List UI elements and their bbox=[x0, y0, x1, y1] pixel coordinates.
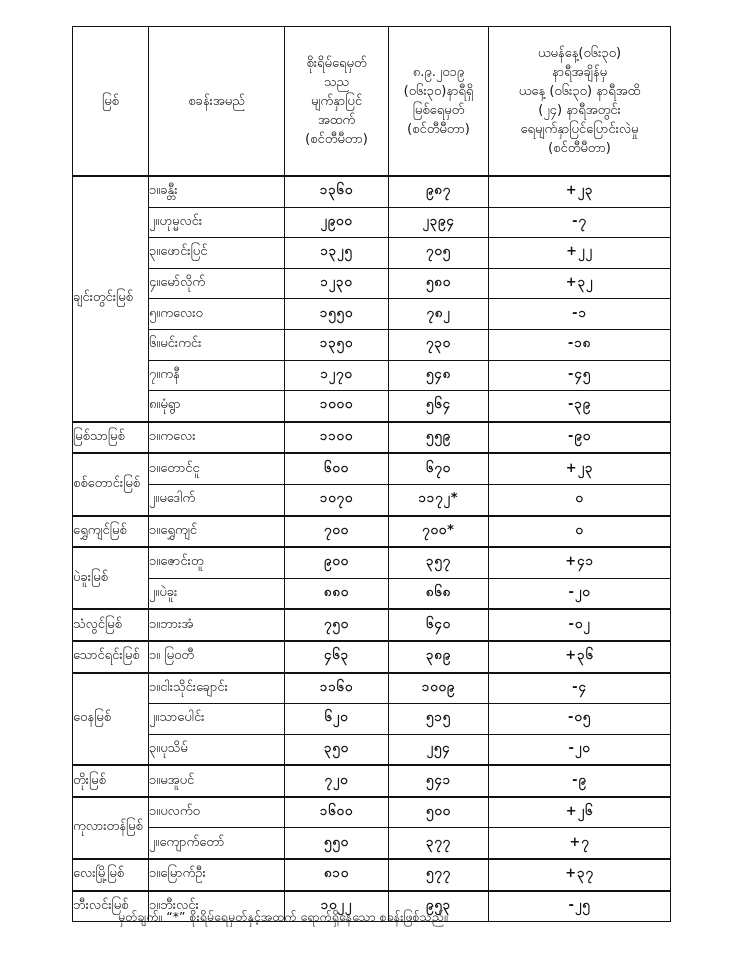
header-current-level: ၈.၉.၂၀၁၉ (၀၆း၃၀)နာရီရှိ မြစ်ရေမှတ် (စင်တီမီတာ) bbox=[389, 27, 489, 177]
danger-level: ၁၀၂၂ bbox=[285, 891, 389, 922]
water-level: ၆၄၀ bbox=[389, 609, 489, 641]
level-change: +၂၃ bbox=[489, 453, 671, 484]
station-name: ၁။ပလက်ဝ bbox=[149, 797, 285, 828]
level-change: +၃၂ bbox=[489, 268, 671, 299]
danger-level: ၆၂၀ bbox=[285, 704, 389, 735]
danger-level: ၁၃၂၅ bbox=[285, 238, 389, 269]
danger-level: ၇၀၀ bbox=[285, 516, 389, 548]
level-change: +၂၆ bbox=[489, 797, 671, 828]
station-name: ၂။ပဲခူး bbox=[149, 578, 285, 609]
level-change: -၉ bbox=[489, 765, 671, 797]
danger-level: ၁၀၇၀ bbox=[285, 484, 389, 515]
danger-level: ၁၆၀၀ bbox=[285, 797, 389, 828]
station-name: ၁။ဇောင်းတူ bbox=[149, 547, 285, 578]
danger-level: ၃၅၀ bbox=[285, 734, 389, 765]
danger-level: ၁၁၆၀ bbox=[285, 673, 389, 704]
level-change: -၄ bbox=[489, 673, 671, 704]
document-page bbox=[72, 26, 670, 922]
danger-level: ၈၁၀ bbox=[285, 859, 389, 891]
header-river: မြစ် bbox=[73, 27, 149, 177]
danger-level: ၂၉၀၀ bbox=[285, 207, 389, 238]
danger-level: ၁၃၅၀ bbox=[285, 329, 389, 360]
water-level: ၇၀၀* bbox=[389, 516, 489, 548]
header-24h-change: ယမန်နေ့(၀၆း၃၀) နာရီအချိန်မှ ယနေ့ (၀၆း၃၀) နာရီအထိ (၂၄) နာရီအတွင်း ရေမျက်နှာပြင်ပြောင်းလဲမှု (စင်တီမီတာ) bbox=[489, 27, 671, 177]
level-change: -၇ bbox=[489, 207, 671, 238]
danger-level: ၁၃၆၀ bbox=[285, 176, 389, 207]
level-change: +၂၃ bbox=[489, 176, 671, 207]
level-change: -၂၅ bbox=[489, 891, 671, 922]
level-change: -၀၂ bbox=[489, 609, 671, 641]
table-row bbox=[73, 360, 671, 391]
level-change: +၄၁ bbox=[489, 547, 671, 578]
danger-level: ၇၅၀ bbox=[285, 609, 389, 641]
danger-level: ၄၆၃ bbox=[285, 641, 389, 673]
station-name: ၁။တောင်ငူ bbox=[149, 453, 285, 484]
water-level: ၆၇၀ bbox=[389, 453, 489, 484]
table-row bbox=[73, 641, 671, 673]
water-level: ၉၈၇ bbox=[389, 176, 489, 207]
level-change: -၃၉ bbox=[489, 391, 671, 422]
table-row bbox=[73, 609, 671, 641]
station-name: ၁။ မြဝတီ bbox=[149, 641, 285, 673]
river-name: သောင်ရင်းမြစ် bbox=[73, 641, 149, 673]
station-name: ၂။ကျောက်တော် bbox=[149, 828, 285, 859]
table-row bbox=[73, 704, 671, 735]
river-name: ရွှေကျင်မြစ် bbox=[73, 516, 149, 548]
water-level: ၅၄၈ bbox=[389, 360, 489, 391]
danger-level: ၆၀၀ bbox=[285, 453, 389, 484]
level-change: -၁ bbox=[489, 299, 671, 330]
table-row bbox=[73, 547, 671, 578]
danger-level: ၇၂၀ bbox=[285, 765, 389, 797]
river-name: ဘီးလင်းမြစ် bbox=[73, 891, 149, 922]
water-level: ၁၀၀၉ bbox=[389, 673, 489, 704]
table-row bbox=[73, 516, 671, 548]
station-name: ၄။မော်လိုက် bbox=[149, 268, 285, 299]
station-name: ၁။မအူပင် bbox=[149, 765, 285, 797]
water-level: ၅၇၇ bbox=[389, 859, 489, 891]
station-name: ၁။ကလေး bbox=[149, 422, 285, 454]
station-name: ၆။မင်းကင်း bbox=[149, 329, 285, 360]
water-level: ၅၆၄ bbox=[389, 391, 489, 422]
table-row bbox=[73, 734, 671, 765]
water-level: ၈၆၈ bbox=[389, 578, 489, 609]
table-row bbox=[73, 578, 671, 609]
table-row bbox=[73, 422, 671, 454]
danger-level: ၁၁၀၀ bbox=[285, 422, 389, 454]
table-row bbox=[73, 268, 671, 299]
river-name: ဝေနမြစ် bbox=[73, 673, 149, 766]
table-row bbox=[73, 238, 671, 269]
danger-level: ၁၂၃၀ bbox=[285, 268, 389, 299]
river-name: တိုးမြစ် bbox=[73, 765, 149, 797]
water-level: ၁၁၇၂* bbox=[389, 484, 489, 515]
level-change: -၀၅ bbox=[489, 704, 671, 735]
station-name: ၈။မုံရွာ bbox=[149, 391, 285, 422]
water-level: ၅၈၀ bbox=[389, 268, 489, 299]
level-change: -၂၀ bbox=[489, 734, 671, 765]
table-row bbox=[73, 673, 671, 704]
river-name: မြစ်သာမြစ် bbox=[73, 422, 149, 454]
station-name: ၁။ရွှေကျင် bbox=[149, 516, 285, 548]
table-row bbox=[73, 453, 671, 484]
table-row bbox=[73, 484, 671, 515]
water-level: ၃၈၉ bbox=[389, 641, 489, 673]
river-name: ကုလားတန်မြစ် bbox=[73, 797, 149, 859]
danger-level: ၈၈၀ bbox=[285, 578, 389, 609]
table-body bbox=[73, 176, 671, 922]
table-row bbox=[73, 765, 671, 797]
danger-level: ၁၅၅၀ bbox=[285, 299, 389, 330]
table-header-row bbox=[73, 27, 671, 177]
station-name: ၂။ဟုမ္မလင်း bbox=[149, 207, 285, 238]
water-level: ၃၅၇ bbox=[389, 547, 489, 578]
station-name: ၂။သာပေါင်း bbox=[149, 704, 285, 735]
river-name: သံလွင်မြစ် bbox=[73, 609, 149, 641]
station-name: ၃။ဖောင်းပြင် bbox=[149, 238, 285, 269]
station-name: ၁။မြောက်ဦး bbox=[149, 859, 285, 891]
station-name: ၁။ဘီးလင်း bbox=[149, 891, 285, 922]
water-level: ၅၅၉ bbox=[389, 422, 489, 454]
water-level: ၂၅၄ bbox=[389, 734, 489, 765]
level-change: -၂၀ bbox=[489, 578, 671, 609]
table-row bbox=[73, 329, 671, 360]
station-name: ၂။မဒေါက် bbox=[149, 484, 285, 515]
table-row bbox=[73, 176, 671, 207]
table-row bbox=[73, 828, 671, 859]
level-change: +၃၆ bbox=[489, 641, 671, 673]
river-name: ချင်းတွင်းမြစ် bbox=[73, 176, 149, 422]
river-name: လေးမြို့မြစ် bbox=[73, 859, 149, 891]
level-change: -၄၅ bbox=[489, 360, 671, 391]
water-level: ၅၄၁ bbox=[389, 765, 489, 797]
water-level: ၅၀၀ bbox=[389, 797, 489, 828]
level-change: -၁၈ bbox=[489, 329, 671, 360]
footnote: မှတ်ချက်။ “*” စိုးရိမ်ရေမှတ်နှင့်အထက် ရောက်ရှိနေသော စခန်းဖြစ်သည်။ bbox=[118, 909, 448, 924]
water-level-table bbox=[72, 26, 671, 922]
river-name: ပဲခူးမြစ် bbox=[73, 547, 149, 609]
station-name: ၃။ပုသိမ် bbox=[149, 734, 285, 765]
water-level: ၉၅၃ bbox=[389, 891, 489, 922]
table-row bbox=[73, 207, 671, 238]
water-level: ၂၃၉၄ bbox=[389, 207, 489, 238]
table-row bbox=[73, 299, 671, 330]
water-level: ၃၇၇ bbox=[389, 828, 489, 859]
station-name: ၁။ခန္တီး bbox=[149, 176, 285, 207]
station-name: ၁။ငါးသိုင်းချောင်း bbox=[149, 673, 285, 704]
table-row bbox=[73, 797, 671, 828]
level-change: ၀ bbox=[489, 484, 671, 515]
water-level: ၅၁၅ bbox=[389, 704, 489, 735]
danger-level: ၁၂၇၀ bbox=[285, 360, 389, 391]
river-name: စစ်တောင်းမြစ် bbox=[73, 453, 149, 515]
water-level: ၇၃၀ bbox=[389, 329, 489, 360]
water-level: ၇၀၅ bbox=[389, 238, 489, 269]
water-level: ၇၈၂ bbox=[389, 299, 489, 330]
station-name: ၅။ကလေးဝ bbox=[149, 299, 285, 330]
table-row bbox=[73, 859, 671, 891]
header-station: စခန်းအမည် bbox=[149, 27, 285, 177]
table-row bbox=[73, 391, 671, 422]
level-change: +၇ bbox=[489, 828, 671, 859]
level-change: +၃၇ bbox=[489, 859, 671, 891]
danger-level: ၉၀၀ bbox=[285, 547, 389, 578]
danger-level: ၅၅၀ bbox=[285, 828, 389, 859]
danger-level: ၁၀၀၀ bbox=[285, 391, 389, 422]
level-change: +၂၂ bbox=[489, 238, 671, 269]
station-name: ၁။ဘားအံ bbox=[149, 609, 285, 641]
level-change: ၀ bbox=[489, 516, 671, 548]
level-change: -၉၀ bbox=[489, 422, 671, 454]
header-danger-level: စိုးရိမ်ရေမှတ် သည မျက်နှာပြင် အထက် (စင်တီမီတာ) bbox=[285, 27, 389, 177]
station-name: ၇။ကနီ bbox=[149, 360, 285, 391]
